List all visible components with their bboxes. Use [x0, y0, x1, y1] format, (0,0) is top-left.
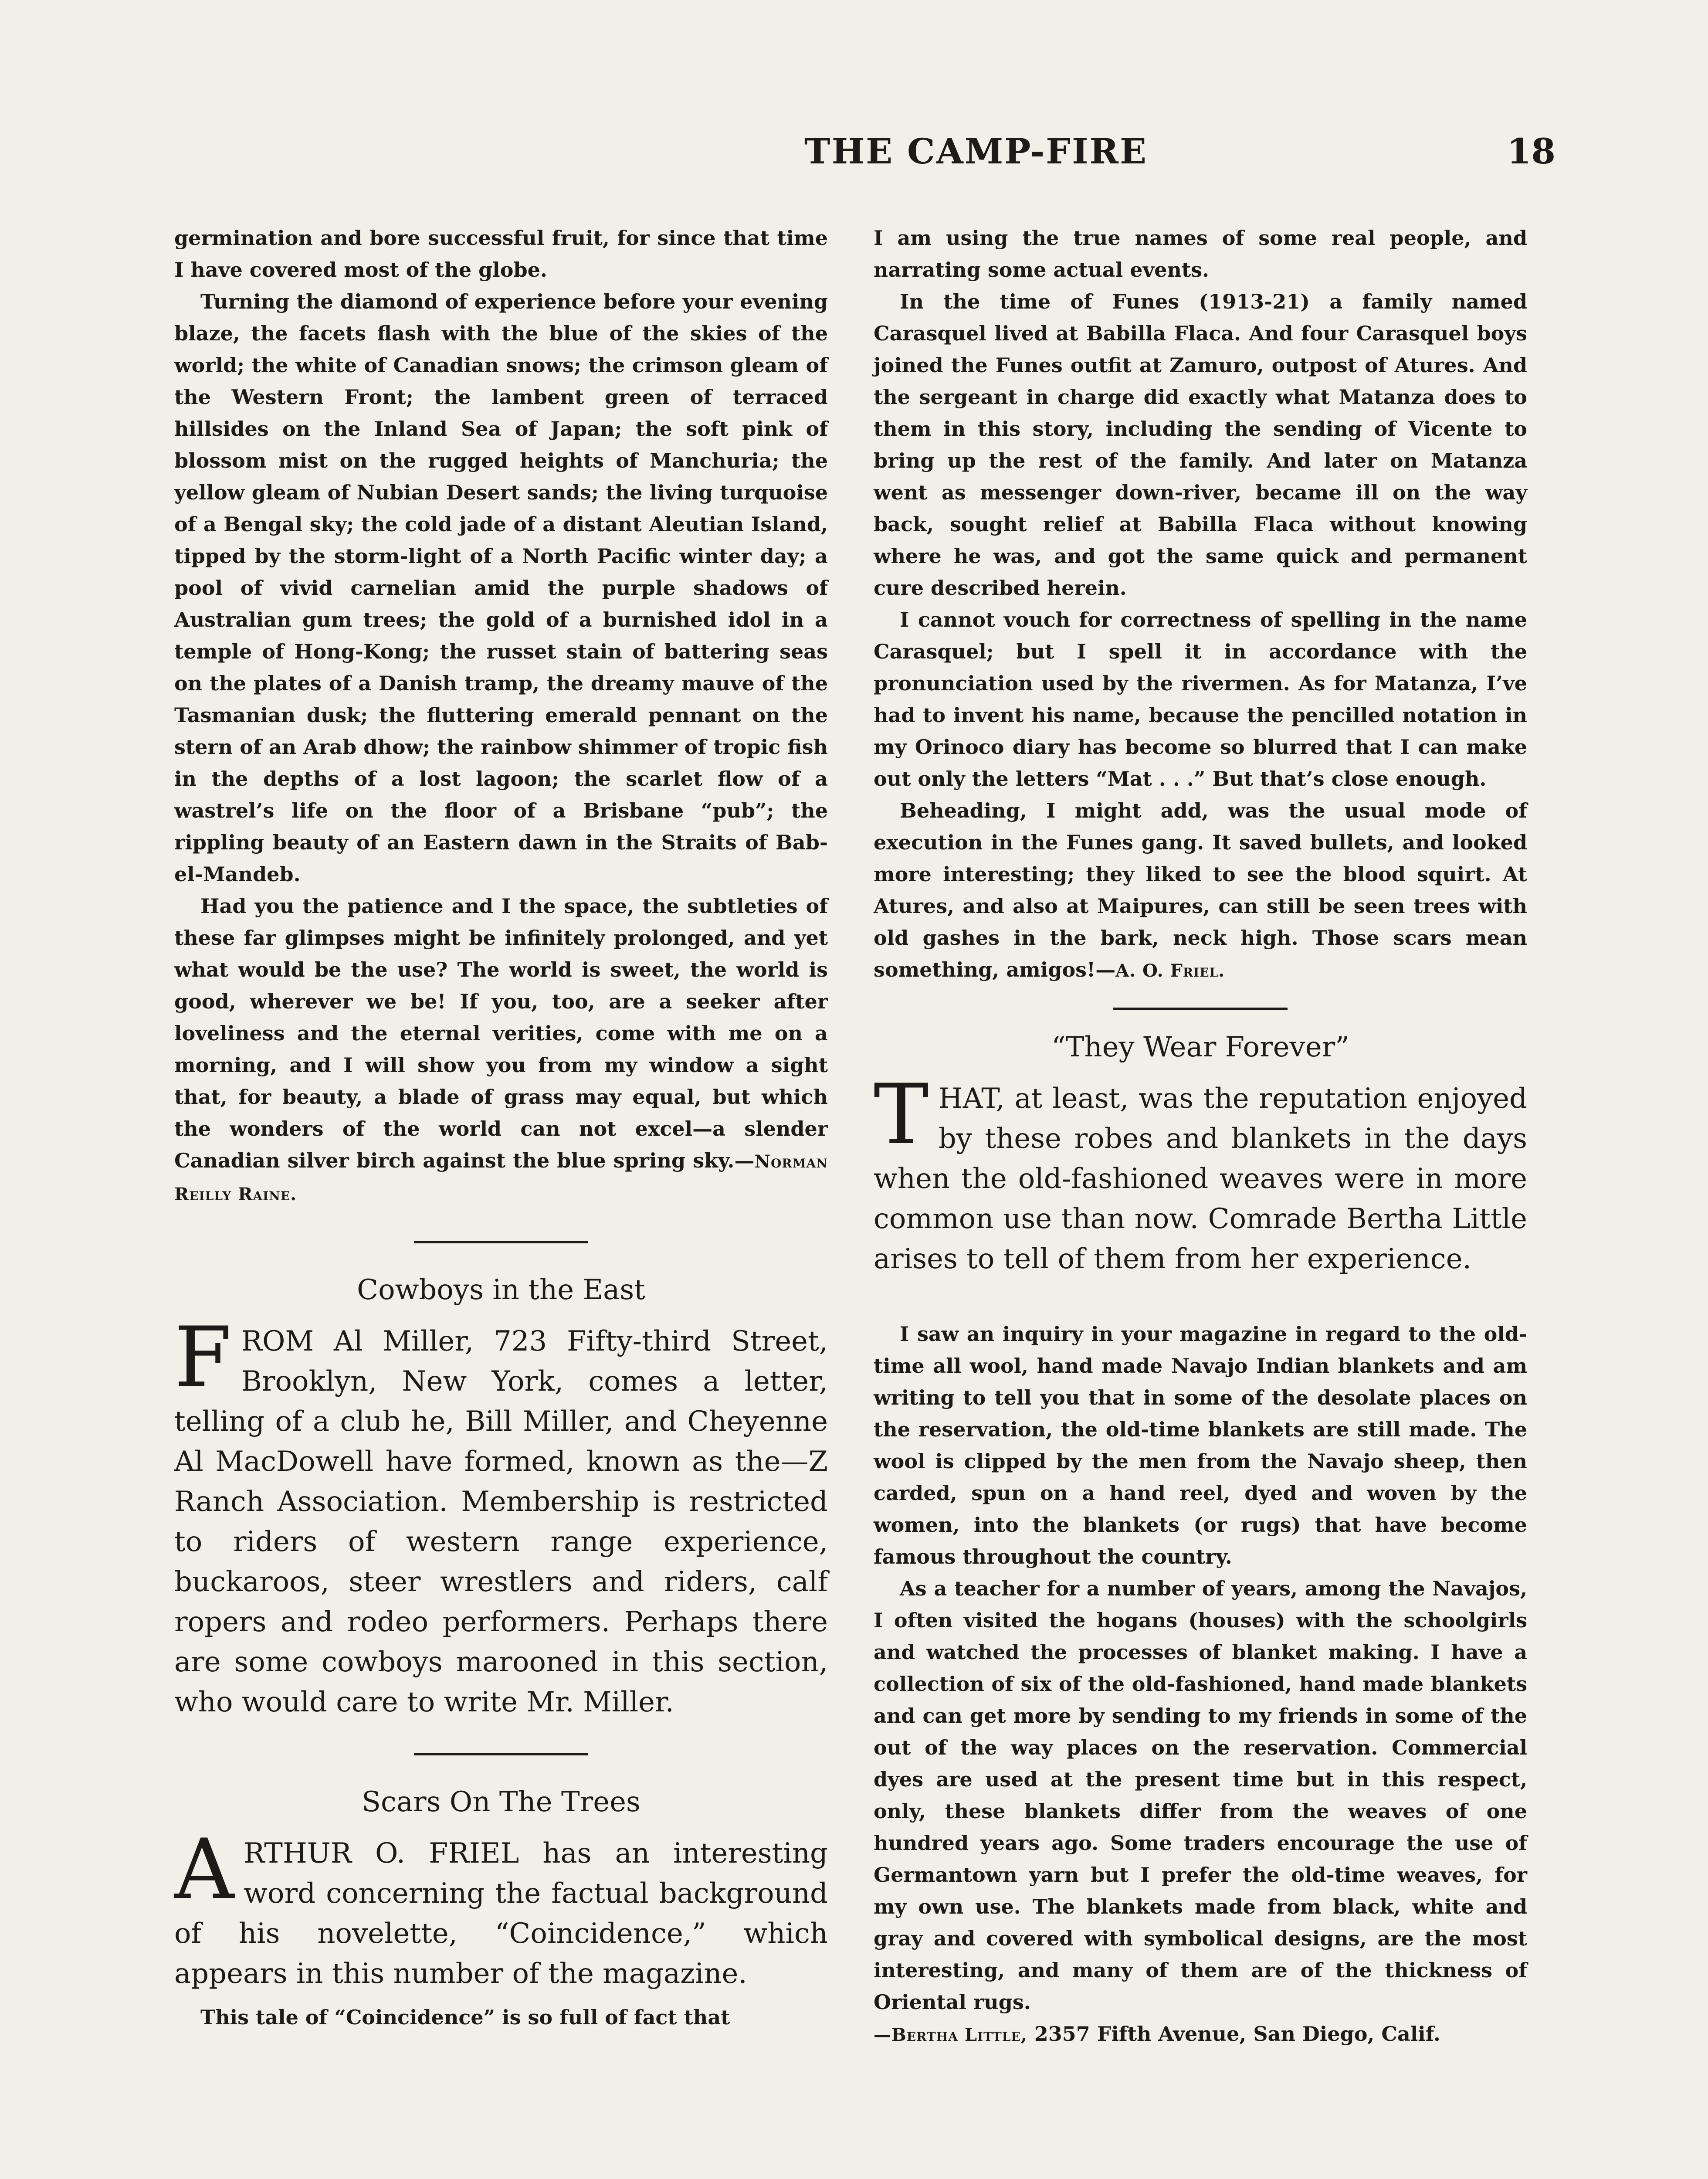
cowboys-heading: Cowboys in the East: [357, 1274, 645, 1306]
right-paragraph-1: I am using the true names of some real people, and narrating some actual events.: [874, 226, 1527, 282]
left-paragraph-1: germination and bore successful fruit, for since that time I have covered most of the globe.: [174, 226, 828, 282]
right-paragraph-4-text: Beheading, I might add, was the usual mode of execution in the Funes gang. It saved bullets, and looked more interesting; they liked to see the blood squirt. At Atures, and also at Maipures, can still be seen trees with old gashes in the bark, neck high. Those scars mean something, amigos!—: [874, 799, 1527, 981]
left-column: [174, 222, 828, 2033]
cowboys-intro-text: ROM Al Miller, 723 Fifty-third Street, Brooklyn, New York, comes a letter, telling of a club he, Bill Miller, and Cheyenne Al MacDowell have formed, known as the—Z Ranch Association. Membership is restricted to riders of western range experience, buckaroos, steer wrestlers and riders, calf ropers and rodeo performers. Perhaps there are some cowboys marooned in this section, who would care to write Mr. Miller.: [174, 1325, 828, 1718]
scars-dropcap: A: [174, 1821, 234, 1918]
forever-paragraph-2: As a teacher for a number of years, among the Navajos, I often visited the hogans (houses) with the schoolgirls and watched the processes of blanket making. I have a collection of six of the old-fashioned, hand made blankets and can get more by sending to my friends in some of the out of the way places on the reservation. Commercial dyes are used at the present time but in this respect, only, these blankets differ from the weaves of one hundred years ago. Some traders encourage the use of Germantown yarn but I prefer the old-time weaves, for my own use. The blankets made from black, white and gray and covered with symbolical designs, are the most interesting, and many of them are of the thickness of Oriental rugs.: [874, 1577, 1527, 2014]
right-paragraph-2: In the time of Funes (1913-21) a family named Carasquel lived at Babilla Flaca. And four Carasquel boys joined the Funes outfit at Zamuro, outpost of Atures. And the sergeant in charge did exactly what Matanza does to them in this story, including the sending of Vicente to bring up the rest of the family. And later on Matanza went as messenger down-river, became ill on the way back, sought relief at Babilla Flaca without knowing where he was, and got the same quick and permanent cure described herein.: [874, 290, 1527, 600]
raine-signature: Norman Reilly Raine.: [174, 1151, 828, 1205]
cowboys-intro: [174, 1309, 828, 1722]
running-head: THE CAMP-FIRE: [804, 131, 1148, 172]
right-paragraph-3: I cannot vouch for correctness of spelling in the name Carasquel; but I spell it in accordance with the pronunciation used by the rivermen. As for Matanza, I’ve had to invent his name, because the pencilled notation in my Orinoco diary has become so blurred that I can make out only the letters “Mat . . .” But that’s close enough.: [874, 608, 1527, 791]
cowboys-dropcap: F: [174, 1309, 232, 1405]
right-paragraph-4: [874, 795, 1527, 987]
scars-paragraph-1: This tale of “Coincidence” is so full of fact that: [200, 2006, 730, 2029]
little-signature-name: —Bertha Little,: [874, 2025, 1027, 2045]
page-number: 18: [1507, 131, 1556, 172]
little-signature: [874, 2018, 1527, 2051]
left-paragraph-3-text: Had you the patience and I the space, the subtleties of these far glimpses might be infinitely prolonged, and yet what would be the use? The world is sweet, the world is good, wherever we be! If you, too, are a seeker after loveliness and the eternal verities, come with me on a morning, and I will show you from my window a sight that, for beauty, a blade of grass may equal, but which the wonders of the world can not excel—a slender Canadian silver birch against the blue spring sky.—: [174, 894, 828, 1172]
section-divider: [414, 1241, 588, 1243]
little-signature-address: 2357 Fifth Avenue, San Diego, Calif.: [1034, 2022, 1440, 2046]
left-paragraph-2: Turning the diamond of experience before your evening blaze, the facets flash with the blue of the skies of the world; the white of Canadian snows; the crimson gleam of the Western Front; the lambent green of terraced hillsides on the Inland Sea of Japan; the soft pink of blossom mist on the rugged heights of Manchuria; the yellow gleam of Nubian Desert sands; the living turquoise of a Bengal sky; the cold jade of a distant Aleutian Island, tipped by the storm-light of a North Pacific winter day; a pool of vivid carnelian amid the purple shadows of Australian gum trees; the gold of a burnished idol in a temple of Hong-Kong; the russet stain of battering seas on the plates of a Danish tramp, the dreamy mauve of the Tasmanian dusk; the fluttering emerald pennant on the stern of an Arab dhow; the rainbow shimmer of tropic fish in the depths of a lost lagoon; the scarlet flow of a wastrel’s life on the floor of a Brisbane “pub”; the rippling beauty of an Eastern dawn in the Straits of Bab-el-Mandeb.: [174, 290, 828, 886]
forever-intro-text: HAT, at least, was the reputation enjoyed by these robes and blankets in the days when the old-fashioned weaves were in more common use than now. Comrade Bertha Little arises to tell of them from her experience.: [874, 1083, 1527, 1275]
scars-heading: Scars On The Trees: [362, 1786, 640, 1818]
forever-heading: “They Wear Forever”: [1051, 1031, 1349, 1063]
friel-signature: A. O. Friel.: [1115, 961, 1225, 981]
scars-intro-text: RTHUR O. FRIEL has an interesting word concerning the factual background of his novelette, “Coincidence,” which appears in this number of the magazine.: [174, 1837, 828, 1990]
right-column: [874, 222, 1527, 2051]
forever-intro: [874, 1066, 1527, 1279]
left-paragraph-3: [174, 890, 828, 1210]
forever-paragraph-1: I saw an inquiry in your magazine in regard to the old-time all wool, hand made Navajo Indian blankets and am writing to tell you that in some of the desolate places on the reservation, the old-time blankets are still made. The wool is clipped by the men from the Navajo sheep, then carded, spun on a hand reel, dyed and woven by the women, into the blankets (or rugs) that have become famous throughout the country.: [874, 1322, 1527, 1568]
forever-dropcap: T: [874, 1066, 929, 1163]
scars-intro: [174, 1821, 828, 1994]
section-divider: [1113, 1008, 1288, 1010]
section-divider: [414, 1753, 588, 1755]
